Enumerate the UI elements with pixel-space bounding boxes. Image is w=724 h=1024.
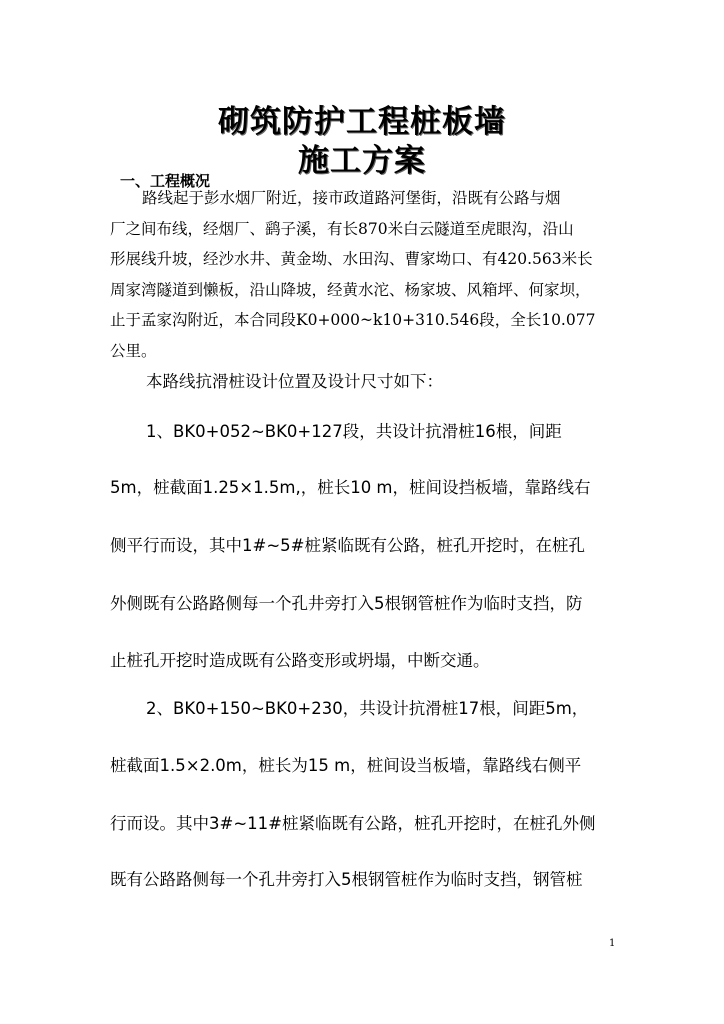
item-line: 止桩孔开挖时造成既有公路变形或坍塌，中断交通。	[110, 651, 490, 670]
paragraph-line: 路线起于彭水烟厂附近，接市政道路河堡街，沿既有公路与烟	[142, 189, 561, 207]
item-line: 2、BK0+150~BK0+230，共设计抗滑桩17根，间距5m，	[146, 699, 589, 718]
item-line: 既有公路路侧每一个孔井旁打入5根钢管桩作为临时支挡，钢管桩	[110, 870, 583, 889]
item-line: 1、BK0+052~BK0+127段，共设计抗滑桩16根，间距	[146, 422, 562, 441]
doc-title-line-2: 施工方案	[298, 143, 426, 179]
item-line: 桩截面1.5×2.0m，桩长为15 m，桩间设当板墙，靠路线右侧平	[110, 756, 582, 775]
paragraph-line: 周家湾隧道到懒板，沿山降坡，经黄水沱、杨家坡、风箱坪、何家坝，	[110, 280, 591, 299]
page-number: 1	[609, 938, 616, 949]
paragraph-line: 公里。	[110, 341, 157, 360]
item-line: 5m，桩截面1.25×1.5m,，桩长10 m，桩间设挡板墙，靠路线右	[110, 478, 591, 497]
paragraph-line: 厂之间布线，经烟厂、鹞子溪，有长870米白云隧道至虎眼沟，沿山	[110, 219, 574, 238]
paragraph-line: 形展线升坡，经沙水井、黄金坳、水田沟、曹家坳口、有420.563米长	[110, 250, 593, 268]
item-line: 侧平行而设，其中1#~5#桩紧临既有公路，桩孔开挖时，在桩孔	[110, 536, 585, 555]
overview-paragraph	[110, 183, 625, 366]
item-line: 行而设。其中3#~11#桩紧临既有公路，桩孔开挖时，在桩孔外侧	[110, 814, 596, 833]
item-line: 外侧既有公路路侧每一个孔井旁打入5根钢管桩作为临时支挡，防	[110, 594, 583, 613]
doc-title-line-1: 砌筑防护工程桩板墙	[218, 104, 506, 140]
paragraph-line: 止于孟家沟附近，本合同段K0+000~k10+310.546段，全长10.077	[110, 311, 596, 329]
section-heading: 一、工程概况	[120, 172, 211, 190]
intro-line: 本路线抗滑桩设计位置及设计尺寸如下：	[146, 372, 443, 391]
